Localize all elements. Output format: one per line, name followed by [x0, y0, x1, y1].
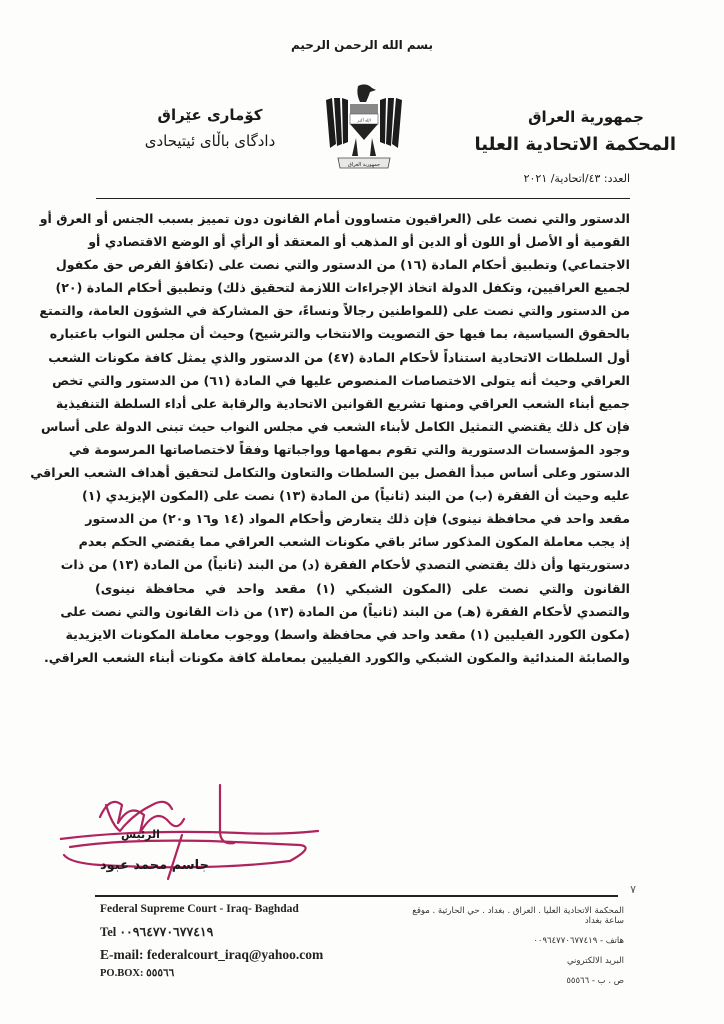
- body-line: جميع أبناء الشعب العراقي ومنها تشريع القوانين الاتحادية والرقابة على أداء السلطة التنفيذية: [55, 395, 630, 411]
- body-line: عليه وحيث أن الفقرة (ب) من البند (ثانياً) من المادة (١٣) نصت على (المكون الإيزيدي (١): [82, 488, 630, 504]
- footer-phone-arabic: هاتف - ٠٠٩٦٤٧٧٠٦٧٧٤١٩: [533, 936, 624, 946]
- body-line: (مكون الكورد الفيليين (١) مقعد واحد في محافظة واسط) ووجوب معاملة المكونات الايزيدية: [65, 626, 630, 642]
- signatory-name: جاسم محمد عبود: [100, 858, 209, 873]
- body-line: دستوريتها وأن ذلك يقتضي التصدي لأحكام الفقرة (د) من البند (ثانياً) من المادة (١٣) من ذات: [60, 557, 630, 573]
- body-line: مقعد واحد في محافظة نينوى) فإن ذلك يتعارض وأحكام المواد (١٤ و١٦ و٢٠) من الدستور: [85, 511, 630, 527]
- footer-address-arabic: المحكمة الاتحادية العليا . العراق . بغداد . حي الحارثية . موقع ساعة بغداد: [412, 906, 624, 926]
- body-line: العراقي وحيث أنه يتولى الاختصاصات المنصوص عليها في المادة (٦١) من الدستور والتي تخص: [52, 372, 630, 388]
- body-line: لجميع العراقيين، وتكفل الدولة اتخاذ الإجراءات اللازمة لتحقيق ذلك) وتطبيق أحكام المادة (٢٠): [55, 280, 630, 296]
- body-line: والتصدي لأحكام الفقرة (هـ) من البند (ثانياً) من المادة (١٣) من ذات القانون والتي نصت على: [60, 603, 630, 619]
- iraq-eagle-emblem-icon: [322, 82, 406, 178]
- footer-pobox-arabic: ص . ب - ٥٥٥٦٦: [566, 976, 624, 986]
- court-name-kurdish: دادگای باڵای ئیتیحادی: [144, 132, 276, 150]
- header-right-arabic: [458, 108, 678, 155]
- footer-email-label-arabic: البريد الالكتروني: [566, 956, 624, 966]
- body-line: الاجتماعي) وتطبيق أحكام المادة (١٦) من الدستور والتي نصت على (تكافؤ الفرص حق مكفول: [55, 257, 630, 273]
- footer-pobox: PO.BOX: ٥٥٥٦٦: [100, 968, 175, 979]
- footer-org-name: Federal Supreme Court - Iraq- Baghdad: [100, 903, 299, 915]
- body-line: من الدستور والتي نصت على (للمواطنين رجالاً ونساءً، حق المشاركة في الشؤون العامة، والتمتع: [39, 303, 630, 319]
- body-line: إذ يجب معاملة المكون المذكور سائر باقي مكونات الشعب العراقي مما يقتضي الحكم بعدم: [78, 534, 630, 550]
- svg-text:جمهورية العراق: جمهورية العراق: [347, 162, 381, 168]
- page-number: ٧: [630, 883, 636, 896]
- body-line: الدستور والتي نصت على (العراقيون متساوون أمام القانون دون تمييز بسبب الجنس أو العرق أو: [39, 211, 630, 226]
- header-left-kurdish: [110, 106, 310, 150]
- footer-english-contact: [100, 903, 323, 979]
- body-line: فإن كل ذلك يقتضي التمثيل الكامل لأبناء الشعب في مجلس النواب حيث تبنى الدولة على أساس: [40, 418, 630, 434]
- body-line: أول السلطات الاتحادية استناداً لأحكام المادة (٤٧) من الدستور والذي يمثل كافة مكونات الشعب: [48, 349, 630, 365]
- svg-text:الله أكبر: الله أكبر: [357, 117, 371, 123]
- country-name-arabic: جمهورية العراق: [528, 108, 644, 126]
- body-line: وجود المؤسسات الدستورية والتي تقوم بمهامها وواجباتها وفقاً لاختصاصاتها المرسومة في: [68, 441, 630, 457]
- country-name-kurdish: كۆماری عێراق: [157, 106, 263, 124]
- court-name-arabic: المحكمة الاتحادية العليا: [474, 134, 676, 155]
- basmala: بسم الله الرحمن الرحيم: [290, 38, 434, 52]
- footer-email: E-mail: federalcourt_iraq@yahoo.com: [100, 947, 324, 962]
- footer-divider: [95, 895, 618, 897]
- reference-number: العدد: ٤٣/اتحادية/ ٢٠٢١: [523, 172, 630, 185]
- body-line: والصابئة المندائية والمكون الشبكي والكورد الفيليين بمعاملة كافة مكونات أبناء الشعب العراقي.: [43, 649, 630, 665]
- signature-scrawl-icon: [60, 775, 360, 895]
- signatory-title: الرئيس: [121, 828, 160, 841]
- footer-telephone: Tel ٠٠٩٦٤٧٧٠٦٧٧٤١٩: [100, 925, 214, 939]
- document-body: [30, 207, 630, 669]
- footer-arabic-contact: [394, 906, 624, 996]
- body-line: الدستور وعلى أساس مبدأ الفصل بين السلطات والتعاون والتكامل لتحقيق أهداف الشعب العراقي: [30, 465, 630, 481]
- header-divider: [96, 198, 630, 199]
- body-line: القومية أو الأصل أو اللون أو الدين أو المذهب أو المعتقد أو الرأي أو الوضع الاقتصادي أو: [88, 234, 630, 250]
- body-line: القانون والتي نصت على (المكون الشبكي (١) مقعد واحد في محافظة نينوى): [95, 580, 630, 596]
- body-line: بالحقوق السياسية، بما فيها حق التصويت والانتخاب والترشيح) وحيث أن مجلس النواب باعتباره: [49, 326, 630, 342]
